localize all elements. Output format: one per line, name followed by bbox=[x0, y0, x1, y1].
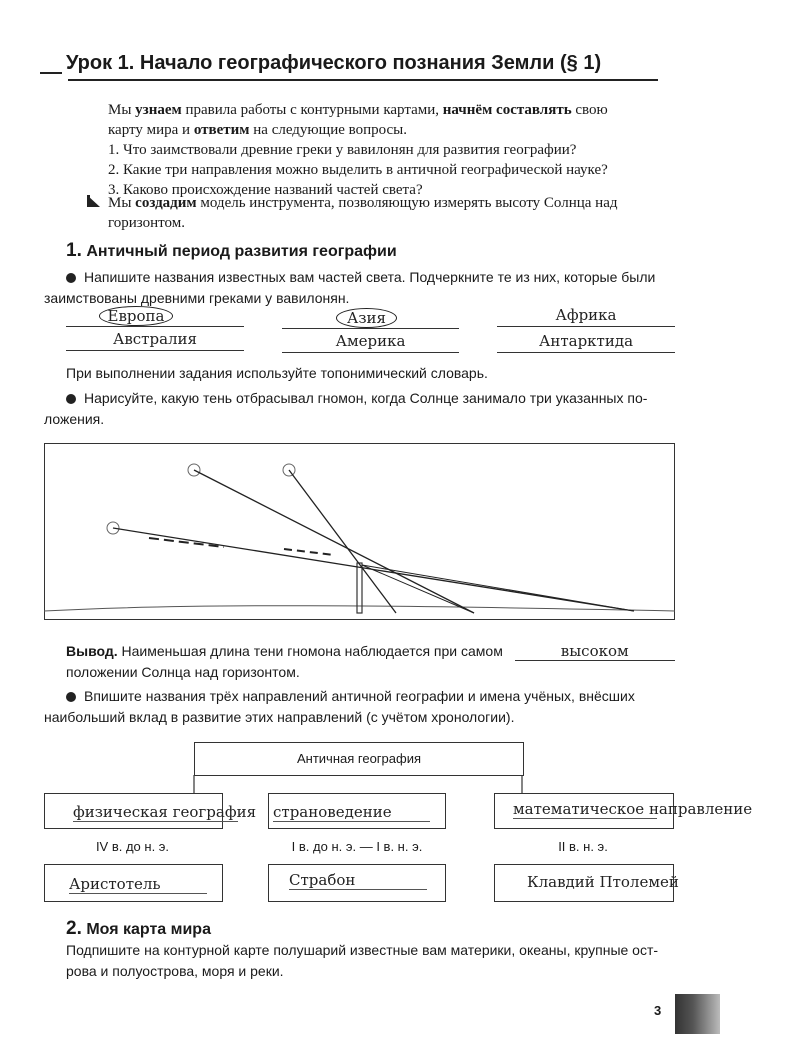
question-3: 3. Каково происхождение названий частей света? bbox=[108, 182, 423, 198]
bullet-icon bbox=[66, 273, 76, 283]
note-text: При выполнении задания используйте топонимический словарь. bbox=[66, 365, 488, 381]
header-rule-right bbox=[68, 79, 658, 81]
question-2: 2. Какие три направления можно выделить в античной географической науке? bbox=[108, 162, 608, 178]
direction-box-1[interactable]: физическая география bbox=[44, 793, 223, 829]
answer-field-1[interactable] bbox=[66, 306, 244, 327]
answer-field-2[interactable] bbox=[282, 308, 459, 329]
lesson-header bbox=[40, 52, 660, 82]
direction-box-3[interactable]: математическое направление bbox=[494, 793, 674, 829]
task-1: Напишите названия известных вам частей света. Подчеркните те из них, которые были заимствованы древними греками у вавилонян. bbox=[44, 269, 656, 306]
period-2: I в. до н. э. — I в. н. э. bbox=[291, 839, 423, 854]
answer-field-5[interactable]: Америка bbox=[282, 332, 459, 353]
scientist-box-2[interactable]: Страбон bbox=[268, 864, 446, 902]
model-icon bbox=[86, 194, 102, 213]
section-2-text: Подпишите на контурной карте полушарий известные вам материки, океаны, крупные ост- рова и полуострова, моря и реки. bbox=[66, 942, 659, 979]
intro-paragraph: Мы узнаем правила работы с контурными картами, начнём составлять свою карту мира и ответим на следующие вопросы. 1. Что заимствовали древние греки у вавилонян для развития географии? 2. Какие три направления можно выделить в античной географической науке? 3. Каково происхождение названий частей света? bbox=[108, 100, 688, 200]
bullet-icon bbox=[66, 692, 76, 702]
section-1-heading: 1. Античный период развития географии bbox=[66, 240, 397, 261]
circled-answer: Европа bbox=[99, 306, 174, 326]
scientist-box-3[interactable]: Клавдий Птолемей bbox=[494, 864, 674, 902]
gnomon-drawing bbox=[44, 443, 675, 620]
conclusion-answer-field[interactable]: высоком bbox=[515, 644, 675, 661]
period-3: II в. н. э. bbox=[558, 839, 608, 854]
answer-field-6[interactable]: Антарктида bbox=[497, 332, 675, 353]
period-1: IV в. до н. э. bbox=[95, 839, 170, 854]
diagram-root: Античная география bbox=[194, 742, 524, 776]
task-2: Нарисуйте, какую тень отбрасывал гномон, когда Солнце занимало три указанных по- ложения. bbox=[44, 390, 648, 427]
task-3: Впишите названия трёх направлений античной географии и имена учёных, внёсших наибольший вклад в развитие этих направлений (с учётом хронологии). bbox=[44, 688, 635, 725]
conclusion: Вывод. Наименьшая длина тени гномона наблюдается при самом высоком положении Солнца над горизонтом. bbox=[66, 641, 686, 683]
section-2-heading: 2. Моя карта мира bbox=[66, 918, 211, 939]
answer-field-4[interactable]: Австралия bbox=[66, 330, 244, 351]
direction-box-2[interactable]: страноведение bbox=[268, 793, 446, 829]
page-number: 3 bbox=[654, 1003, 662, 1018]
model-paragraph: Мы создадим модель инструмента, позволяющую измерять высоту Солнца над горизонтом. bbox=[108, 195, 618, 231]
bullet-icon bbox=[66, 394, 76, 404]
question-1: 1. Что заимствовали древние греки у вавилонян для развития географии? bbox=[108, 142, 577, 158]
scientist-box-1[interactable]: Аристотель bbox=[44, 864, 223, 902]
lesson-title: Урок 1. Начало географического познания Земли (§ 1) bbox=[66, 52, 607, 75]
header-rule-left bbox=[40, 72, 62, 74]
page-corner-tab bbox=[675, 994, 720, 1034]
circled-answer: Азия bbox=[336, 308, 397, 328]
answer-field-3[interactable]: Африка bbox=[497, 306, 675, 327]
